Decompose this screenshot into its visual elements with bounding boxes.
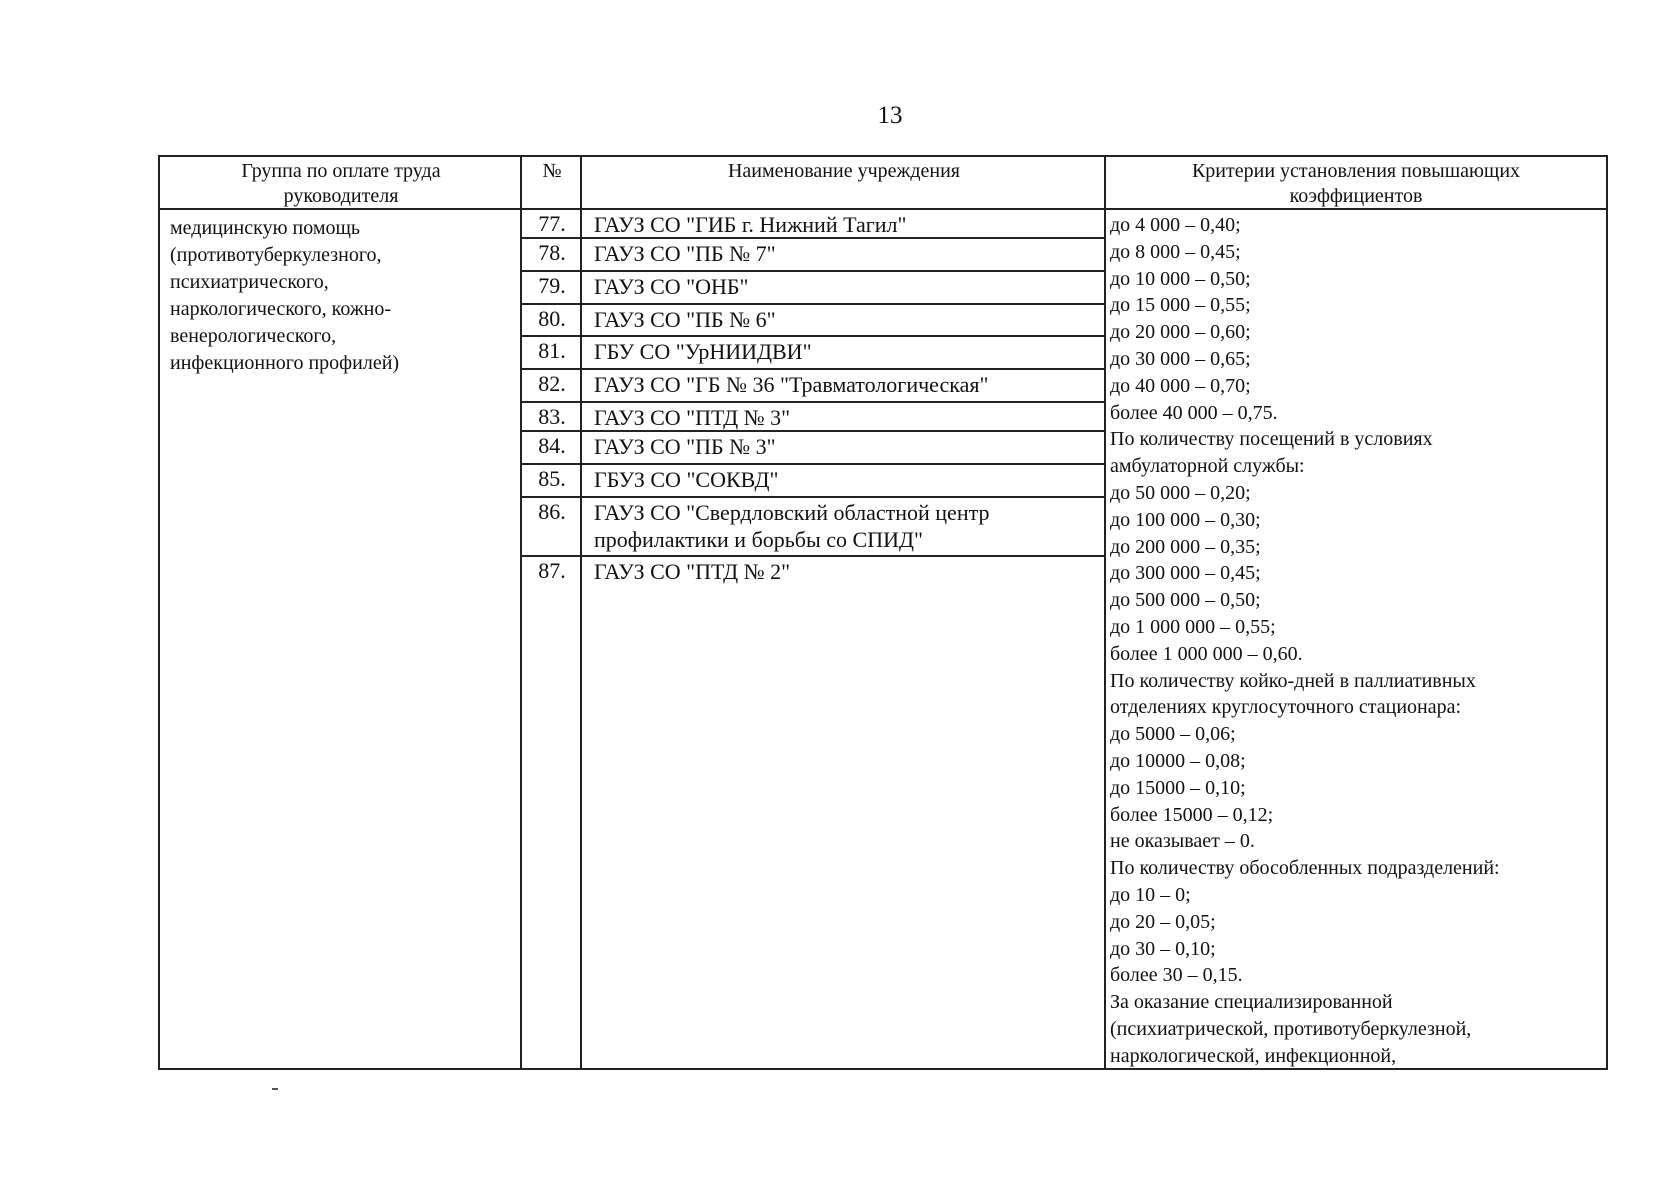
header-criteria [1106,157,1606,210]
institution-name: ГАУЗ СО "ПБ № 7" [594,241,776,266]
header-name [582,157,1106,210]
criteria-line: до 20 – 0,05; [1110,910,1216,933]
institution-name: ГАУЗ СО "ПБ № 3" [594,434,776,459]
criteria-line: до 4 000 – 0,40; [1110,214,1241,236]
criteria-line: За оказание специализированной [1110,991,1393,1014]
criteria-line: более 1 000 000 – 0,60. [1110,642,1303,665]
institution-name: ГАУЗ СО "Свердловский областной центр [594,500,990,525]
institution-name: ГАУЗ СО "ГИБ г. Нижний Тагил" [594,212,907,237]
row-divider [522,555,1106,557]
header-criteria-line: коэффициентов [1289,185,1423,207]
header-criteria-line: Критерии установления повышающих [1191,160,1521,182]
row-divider [522,303,1106,305]
criteria-line: до 40 000 – 0,70; [1110,374,1251,397]
row-divider [522,335,1106,337]
page-mark [272,1088,278,1090]
criteria-line: до 5000 – 0,06; [1110,723,1236,746]
row-divider [522,401,1106,403]
criteria-line: до 15 000 – 0,55; [1110,294,1251,317]
criteria-line: более 40 000 – 0,75. [1110,401,1278,424]
row-number: 86. [538,499,566,524]
criteria-line: до 10000 – 0,08; [1110,749,1246,772]
row-number: 81. [538,338,566,363]
row-number: 87. [538,558,566,583]
group-description [170,215,515,377]
criteria-line: По количеству обособленных подразделений: [1110,857,1500,880]
criteria-line: наркологической, инфекционной, [1110,1044,1397,1067]
criteria-line: (психиатрической, противотуберкулезной, [1110,1017,1472,1040]
group-description-line: инфекционного профилей) [170,352,400,374]
row-divider [522,368,1106,370]
criteria-list [1110,212,1605,1070]
row-number: 84. [538,433,566,458]
page-number: 13 [877,102,903,129]
header-group-line: руководителя [283,185,399,207]
row-number: 79. [538,273,566,298]
criteria-line: до 50 000 – 0,20; [1110,481,1251,504]
header-number [522,157,582,210]
criteria-line: до 200 000 – 0,35; [1110,535,1261,558]
row-divider [522,430,1106,432]
header-number-label: № [542,160,562,182]
criteria-line: до 20 000 – 0,60; [1110,321,1251,344]
row-number: 83. [538,404,566,429]
group-description-line: (противотуберкулезного, [170,244,382,266]
criteria-line: до 1 000 000 – 0,55; [1110,615,1276,638]
criteria-line: отделениях круглосуточного стационара: [1110,696,1462,719]
header-name-label: Наименование учреждения [727,160,960,182]
group-description-line: наркологического, кожно- [170,298,392,320]
criteria-line: до 8 000 – 0,45; [1110,240,1241,263]
criteria-line: до 300 000 – 0,45; [1110,562,1261,585]
group-description-line: медицинскую помощь [170,217,361,239]
row-divider [522,496,1106,498]
row-number: 77. [538,211,566,236]
criteria-line: более 15000 – 0,12; [1110,803,1274,826]
criteria-line: до 30 000 – 0,65; [1110,347,1251,370]
row-number: 78. [538,240,566,265]
institution-name: ГАУЗ СО "ПБ № 6" [594,307,776,332]
criteria-line: до 100 000 – 0,30; [1110,508,1261,531]
row-divider [522,237,1106,239]
institution-name: ГАУЗ СО "ПТД № 2" [594,559,791,584]
group-description-line: венерологического, [170,325,337,347]
criteria-line: до 500 000 – 0,50; [1110,589,1261,612]
criteria-line: до 15000 – 0,10; [1110,776,1246,799]
criteria-line: до 30 – 0,10; [1110,937,1216,960]
criteria-line: более 30 – 0,15. [1110,964,1243,987]
criteria-line: По количеству койко-дней в паллиативных [1110,669,1476,692]
row-divider [522,463,1106,465]
header-group [160,157,522,210]
institution-name: ГАУЗ СО "ОНБ" [594,274,749,299]
institution-name: ГАУЗ СО "ПТД № 3" [594,405,791,430]
criteria-line: до 10 – 0; [1110,883,1191,906]
column-divider [1104,157,1106,1068]
row-divider [522,270,1106,272]
institution-name: ГБУЗ СО "СОКВД" [594,467,779,492]
criteria-line: до 10 000 – 0,50; [1110,267,1251,290]
criteria-line: не оказывает – 0. [1110,830,1255,853]
data-table [158,155,1608,1070]
criteria-line: амбулаторной службы: [1110,455,1305,478]
institution-name: профилактики и борьбы со СПИД" [594,527,923,552]
header-group-line: Группа по оплате труда [241,160,441,182]
row-number: 85. [538,466,566,491]
row-number: 82. [538,371,566,396]
group-description-line: психиатрического, [170,271,329,293]
row-number: 80. [538,306,566,331]
institution-name: ГБУ СО "УрНИИДВИ" [594,339,812,364]
criteria-line: По количеству посещений в условиях [1110,428,1433,451]
institution-name: ГАУЗ СО "ГБ № 36 "Травматологическая" [594,372,989,397]
